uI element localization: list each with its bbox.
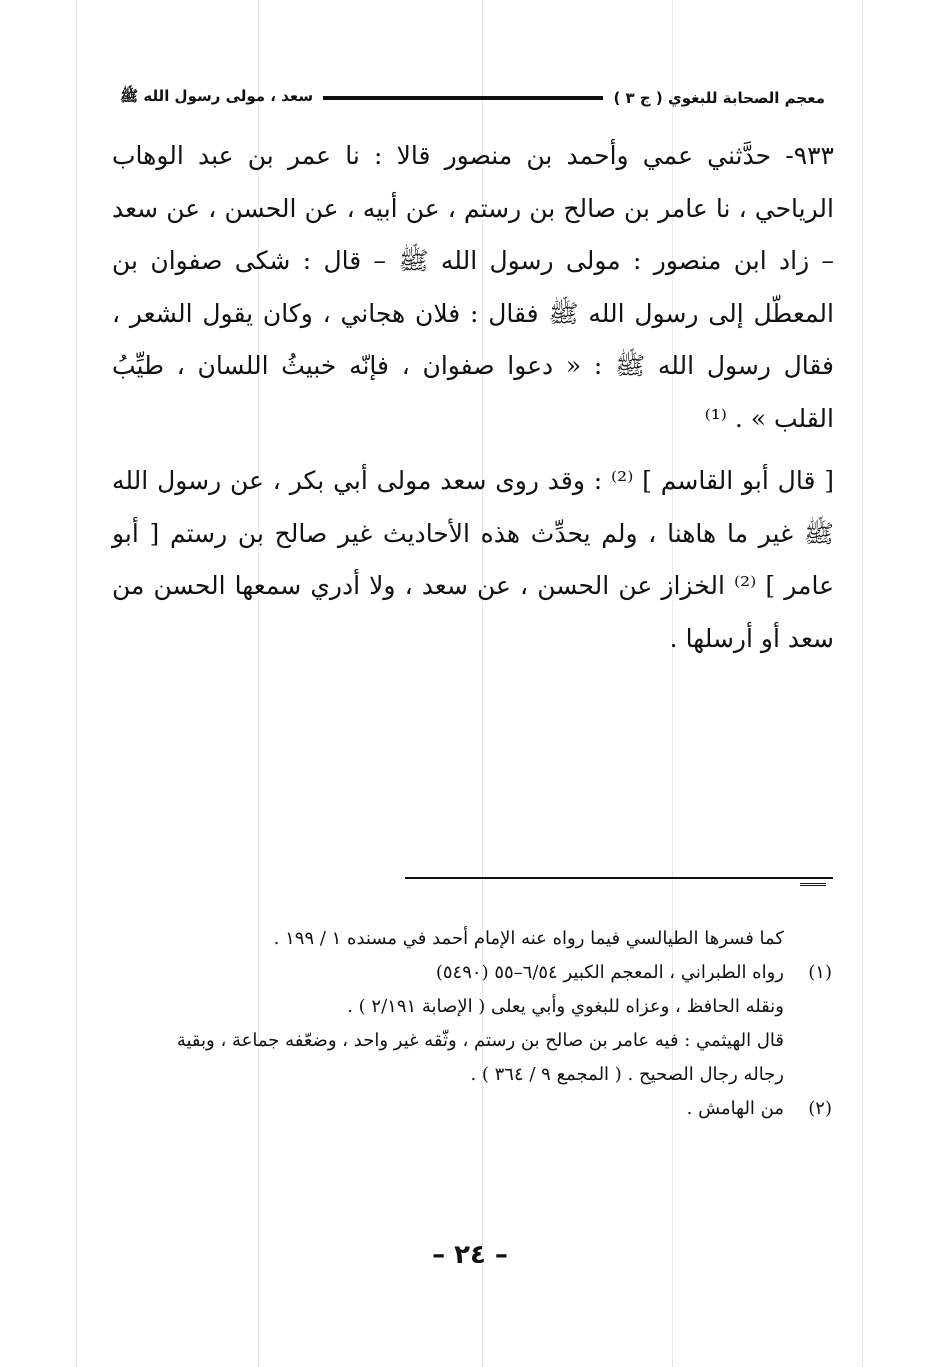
hadith-paragraph: ٩٣٣- حدَّثني عمي وأحمد بن منصور قالا : نا عمر بن عبد الوهاب الرياحي ، نا عامر بن صالح بن رستم ، عن أبيه ، عن الحسن ، عن سعد – زاد ابن منصور : مولى رسول الله ﷺ – قال : شكى صفوان بن المعطّل إلى رسول الله ﷺ فقال : فلان هجاني ، وكان يقول الشعر ، فقال رسول الله ﷺ : « دعوا صفوان ، فإنّه خبيثُ اللسان ، طيِّبُ القلب » . ⁽¹⁾ (112, 141, 834, 433)
footnote-line: (١) رواه الطبراني ، المعجم الكبير ٦/٥٤–٥٥ (٥٤٩٠) (112, 956, 832, 990)
footnote-number: (٢) (808, 1098, 832, 1119)
header-section-title: سعد ، مولى رسول الله ﷺ (120, 87, 314, 105)
commentary-paragraph: [ قال أبو القاسم ] ⁽²⁾ : وقد روى سعد مولى أبي بكر ، عن رسول الله ﷺ غير ما هاهنا ، ولم يحدِّث هذه الأحاديث غير صالح بن رستم [ أبو عامر ] ⁽²⁾ الخزاز عن الحسن ، عن سعد ، ولا أدري سمعها الحسن من سعد أو أرسلها . (112, 466, 834, 653)
running-header (120, 82, 825, 114)
footnote-separator (405, 877, 833, 879)
scan-guide-line (76, 0, 77, 1367)
header-book-title: معجم الصحابة للبغوي ( ج ٣ ) (613, 89, 825, 107)
header-rule (323, 96, 603, 100)
footnote-line: رجاله رجال الصحيح . ( المجمع ٩ / ٣٦٤ ) . (470, 1064, 784, 1085)
footnote-continuation-mark (800, 883, 826, 886)
page-number: – ٢٤ – (432, 1240, 508, 1270)
footnotes (112, 922, 832, 1126)
footnote-line: كما فسرها الطيالسي فيما رواه عنه الإمام أحمد في مسنده ١ / ١٩٩ . (273, 928, 784, 949)
footnote-line: ونقله الحافظ ، وعزاه للبغوي وأبي يعلى ( الإصابة ٢/١٩١ ) . (347, 996, 784, 1017)
scan-guide-line (862, 0, 863, 1367)
footnote-line: (٢) من الهامش . (112, 1092, 832, 1126)
footnote-number: (١) (808, 962, 832, 983)
main-text (112, 130, 834, 665)
footnote-line: قال الهيثمي : فيه عامر بن صالح بن رستم ، وثّقه غير واحد ، وضعّفه جماعة ، وبقية (176, 1030, 784, 1051)
